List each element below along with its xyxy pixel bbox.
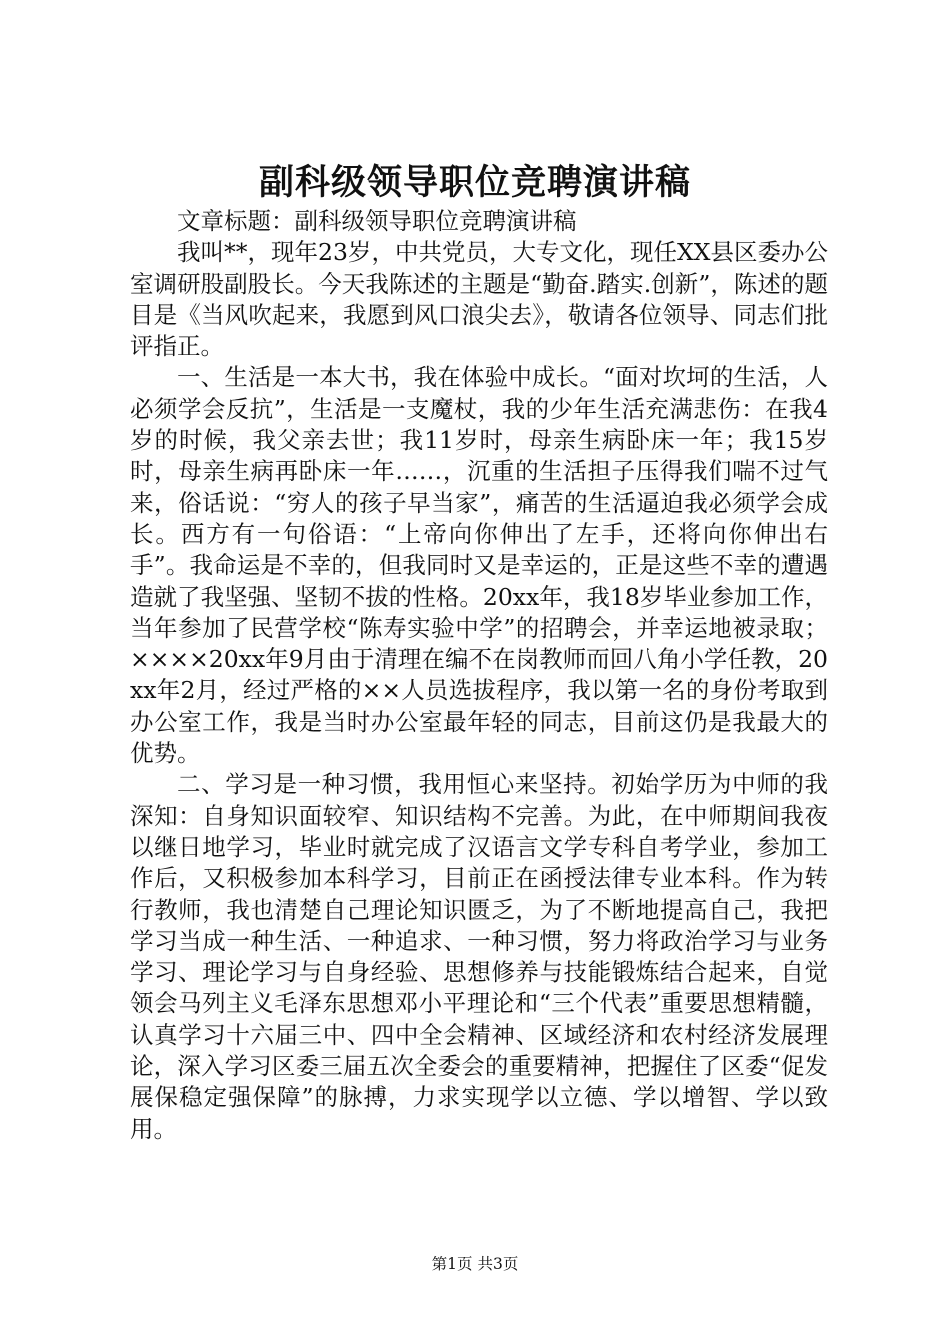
document-body bbox=[130, 206, 828, 1145]
article-title-line: 文章标题：副科级领导职位竞聘演讲稿 bbox=[177, 207, 577, 235]
page-footer: 第1页 共3页 bbox=[431, 1255, 519, 1273]
section-two-paragraph: 二、学习是一种习惯，我用恒心来坚持。初始学历为中师的我深知：自身知识面较窄、知识结构不完善。为此，在中师期间我夜以继日地学习，毕业时就完成了汉语言文学专科自考学业，参加工作后，又积极参加本科学习，目前正在函授法律专业本科。作为转行教师，我也清楚自己理论知识匮乏，为了不断地提高自己，我把学习当成一种生活、一种追求、一种习惯，努力将政治学习与业务学习、理论学习与自身经验、思想修养与技能锻炼结合起来，自觉领会马列主义毛泽东思想邓小平理论和“三个代表”重要思想精髓，认真学习十六届三中、四中全会精神、区域经济和农村经济发展理论，深入学习区委三届五次全委会的重要精神，把握住了区委“促发展保稳定强保障”的脉搏，力求实现学以立德、学以增智、学以致用。 bbox=[130, 770, 828, 1143]
section-one-paragraph: 一、生活是一本大书，我在体验中成长。“面对坎坷的生活，人必须学会反抗”，生活是一支魔杖，我的少年生活充满悲伤：在我4岁的时候，我父亲去世；我11岁时，母亲生病卧床一年；我15岁时，母亲生病再卧床一年……，沉重的生活担子压得我们喘不过气来，俗话说：“穷人的孩子早当家”，痛苦的生活逼迫我必须学会成长。西方有一句俗语：“上帝向你伸出了左手，还将向你伸出右手”。我命运是不幸的，但我同时又是幸运的，正是这些不幸的遭遇造就了我坚强、坚韧不拔的性格。20xx年，我18岁毕业参加工作，当年参加了民营学校“陈寿实验中学”的招聘会，并幸运地被录取；××××20xx年9月由于清理在编不在岗教师而回八角小学任教，20xx年2月，经过严格的××人员选拔程序，我以第一名的身份考取到办公室工作，我是当时办公室最年轻的同志，目前这仍是我最大的优势。 bbox=[130, 363, 828, 768]
document-title: 副科级领导职位竞聘演讲稿 bbox=[258, 162, 691, 203]
intro-paragraph: 我叫**，现年23岁，中共党员，大专文化，现任XX县区委办公室调研股副股长。今天我陈述的主题是“勤奋.踏实.创新”，陈述的题目是《当风吹起来，我愿到风口浪尖去》，敬请各位领导、同志们批评指正。 bbox=[130, 238, 828, 361]
